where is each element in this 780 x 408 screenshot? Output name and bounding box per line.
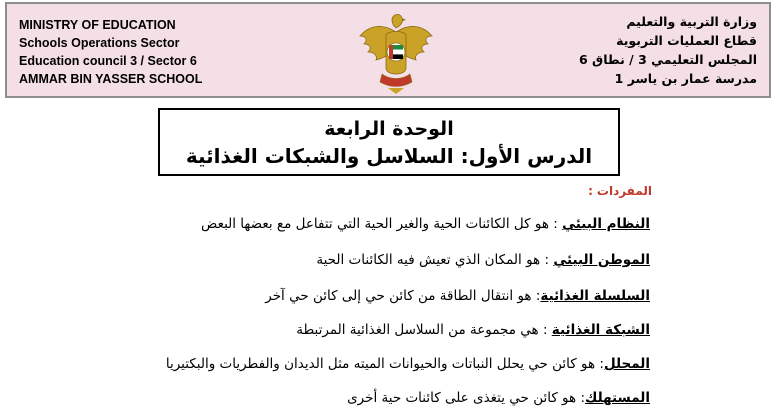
- header-council-ar: المجلس التعليمي 3 / نطاق 6: [579, 52, 757, 67]
- header-sector-ar: قطاع العمليات التربوية: [616, 33, 757, 48]
- lesson-title: الدرس الأول: السلاسل والشبكات الغذائية: [185, 144, 593, 168]
- vocab-term: السلسلة الغذائية: [540, 288, 650, 304]
- vocab-entry: [296, 320, 650, 340]
- vocab-definition: هو كائن حي يتغذى على كائنات حية أخرى: [347, 390, 577, 406]
- vocab-entry: [265, 286, 650, 306]
- header-ministry-ar: وزارة التربية والتعليم: [626, 14, 757, 29]
- school-header-band: [5, 2, 771, 98]
- vocab-definition: هو المكان الذي تعيش فيه الكائنات الحية: [316, 252, 541, 268]
- vocab-separator: :: [538, 322, 552, 338]
- lesson-title-box: [158, 108, 620, 176]
- vocabulary-heading-text: المفردات: [596, 184, 652, 198]
- header-ministry-en: MINISTRY OF EDUCATION: [19, 18, 176, 32]
- vocab-separator: :: [595, 356, 604, 372]
- header-school-en: AMMAR BIN YASSER SCHOOL: [19, 72, 203, 86]
- vocab-entry: [201, 214, 650, 234]
- header-sector-en: Schools Operations Sector: [19, 36, 180, 50]
- vocab-entry: [316, 250, 650, 270]
- vocabulary-heading-colon: :: [588, 184, 593, 198]
- vocab-separator: :: [548, 216, 563, 232]
- header-arabic-block: [579, 12, 757, 88]
- vocab-entry: [166, 354, 650, 374]
- vocab-term: النظام البيئي: [562, 216, 650, 232]
- uae-falcon-emblem-icon: [356, 10, 436, 94]
- header-council-en: Education council 3 / Sector 6: [19, 54, 197, 68]
- header-school-ar: مدرسة عمار بن ياسر 1: [614, 71, 757, 86]
- vocab-term: الشبكة الغذائية: [551, 322, 650, 338]
- vocab-definition: هو كل الكائنات الحية والغير الحية التي تتفاعل مع بعضها البعض: [201, 216, 549, 232]
- header-english-block: [19, 16, 202, 88]
- vocab-separator: :: [576, 390, 585, 406]
- vocab-definition: هو كائن حي يحلل النباتات والحيوانات الميته مثل الديدان والفطريات والبكتيريا: [165, 356, 596, 372]
- vocab-term: المستهلك: [585, 390, 650, 406]
- vocab-separator: :: [540, 252, 554, 268]
- vocab-entry: [347, 388, 650, 408]
- vocab-definition: هو انتقال الطاقة من كائن حي إلى كائن حي آخر: [265, 288, 532, 304]
- vocabulary-heading: [588, 184, 652, 198]
- vocab-term: الموطن البيئي: [553, 252, 650, 268]
- vocab-separator: :: [531, 288, 541, 304]
- vocab-term: المحلل: [603, 356, 650, 372]
- vocab-definition: هي مجموعة من السلاسل الغذائية المرتبطة: [296, 322, 539, 338]
- unit-title: الوحدة الرابعة: [324, 118, 454, 140]
